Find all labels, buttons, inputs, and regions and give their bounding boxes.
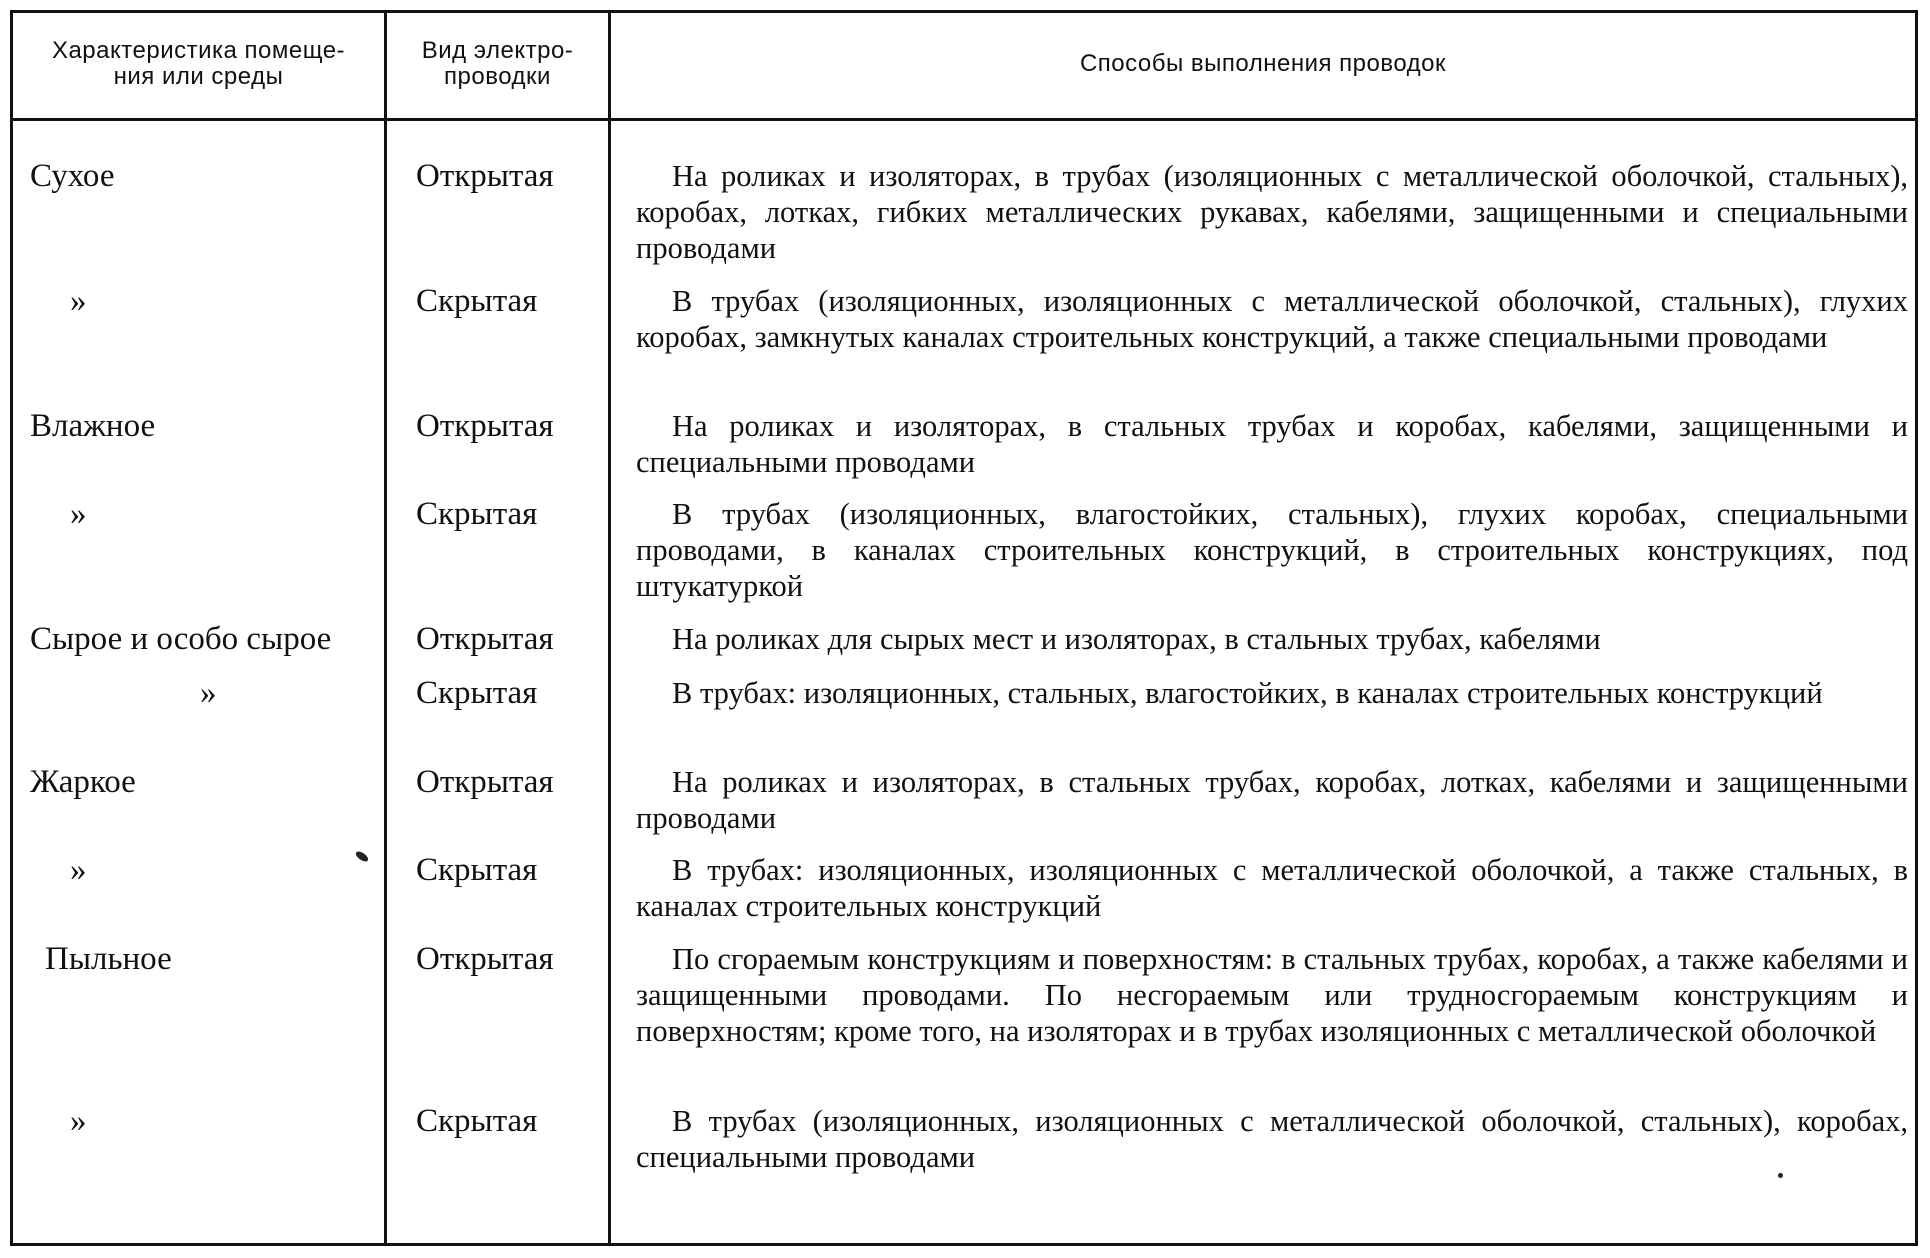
methods-cell: На роликах и изоляторах, в стальных трубах, коробах, лотках, кабелями и защищенными проводами	[636, 765, 1908, 835]
environment-cell: »	[70, 852, 87, 888]
methods-cell: На роликах и изоляторах, в стальных трубах и коробах, кабелями, защищенными и специальными проводами	[636, 409, 1908, 479]
wiring-type-cell: Скрытая	[416, 852, 538, 888]
methods-cell: На роликах и изоляторах, в трубах (изоляционных с металлической оболочкой, стальных), коробах, лотках, гибких металлических рукавах, кабелями, защищенными и специальными проводами	[636, 159, 1908, 265]
environment-cell: »	[70, 1103, 87, 1139]
header-divider	[10, 118, 1918, 121]
methods-cell: В трубах: изоляционных, изоляционных с металлической оболочкой, а также стальных, в каналах строительных конструкций	[636, 853, 1908, 923]
environment-cell: Сырое и особо сырое	[30, 621, 332, 657]
methods-cell: В трубах (изоляционных, изоляционных с металлической оболочкой, стальных), глухих коробах, замкнутых каналах строительных конструкций, а также специальными проводами	[636, 284, 1908, 354]
wiring-type-cell: Открытая	[416, 621, 554, 657]
environment-cell: Влажное	[30, 408, 156, 444]
wiring-type-cell: Скрытая	[416, 283, 538, 319]
wiring-type-cell: Открытая	[416, 408, 554, 444]
wiring-type-cell: Скрытая	[416, 1103, 538, 1139]
wiring-type-cell: Открытая	[416, 158, 554, 194]
methods-cell: По сгораемым конструкциям и поверхностям: в стальных трубах, коробах, а также кабелями и защищенными проводами. По несгораемым или трудносгораемым конструкциям и поверхностям; кроме того, на изоляторах и в трубах изоляционных с металлической оболочкой	[636, 942, 1908, 1048]
methods-cell: В трубах (изоляционных, влагостойких, стальных), глухих коробах, специальными проводами, в каналах строительных конструкций, в строительных конструкциях, под штукатуркой	[636, 497, 1908, 603]
environment-cell: »	[70, 496, 87, 532]
wiring-type-cell: Скрытая	[416, 496, 538, 532]
environment-cell: Жаркое	[30, 764, 136, 800]
methods-cell: На роликах для сырых мест и изоляторах, в стальных трубах, кабелями	[672, 622, 1601, 656]
print-speck	[1778, 1173, 1783, 1178]
environment-cell: Пыльное	[45, 941, 172, 977]
environment-cell: Сухое	[30, 158, 115, 194]
wiring-type-cell: Открытая	[416, 764, 554, 800]
environment-cell: »	[70, 283, 87, 319]
wiring-type-cell: Скрытая	[416, 675, 538, 711]
header-methods: Способы выполнения проводок	[1079, 50, 1447, 77]
header-environment: Характеристика помеще- ния или среды	[51, 37, 346, 90]
header-wiring-type: Вид электро- проводки	[421, 37, 574, 90]
wiring-type-cell: Открытая	[416, 941, 554, 977]
environment-cell: »	[200, 675, 217, 711]
methods-cell: В трубах: изоляционных, стальных, влагостойких, в каналах строительных конструкций	[672, 676, 1823, 710]
methods-cell: В трубах (изоляционных, изоляционных с металлической оболочкой, стальных), коробах, специальными проводами	[636, 1104, 1908, 1174]
